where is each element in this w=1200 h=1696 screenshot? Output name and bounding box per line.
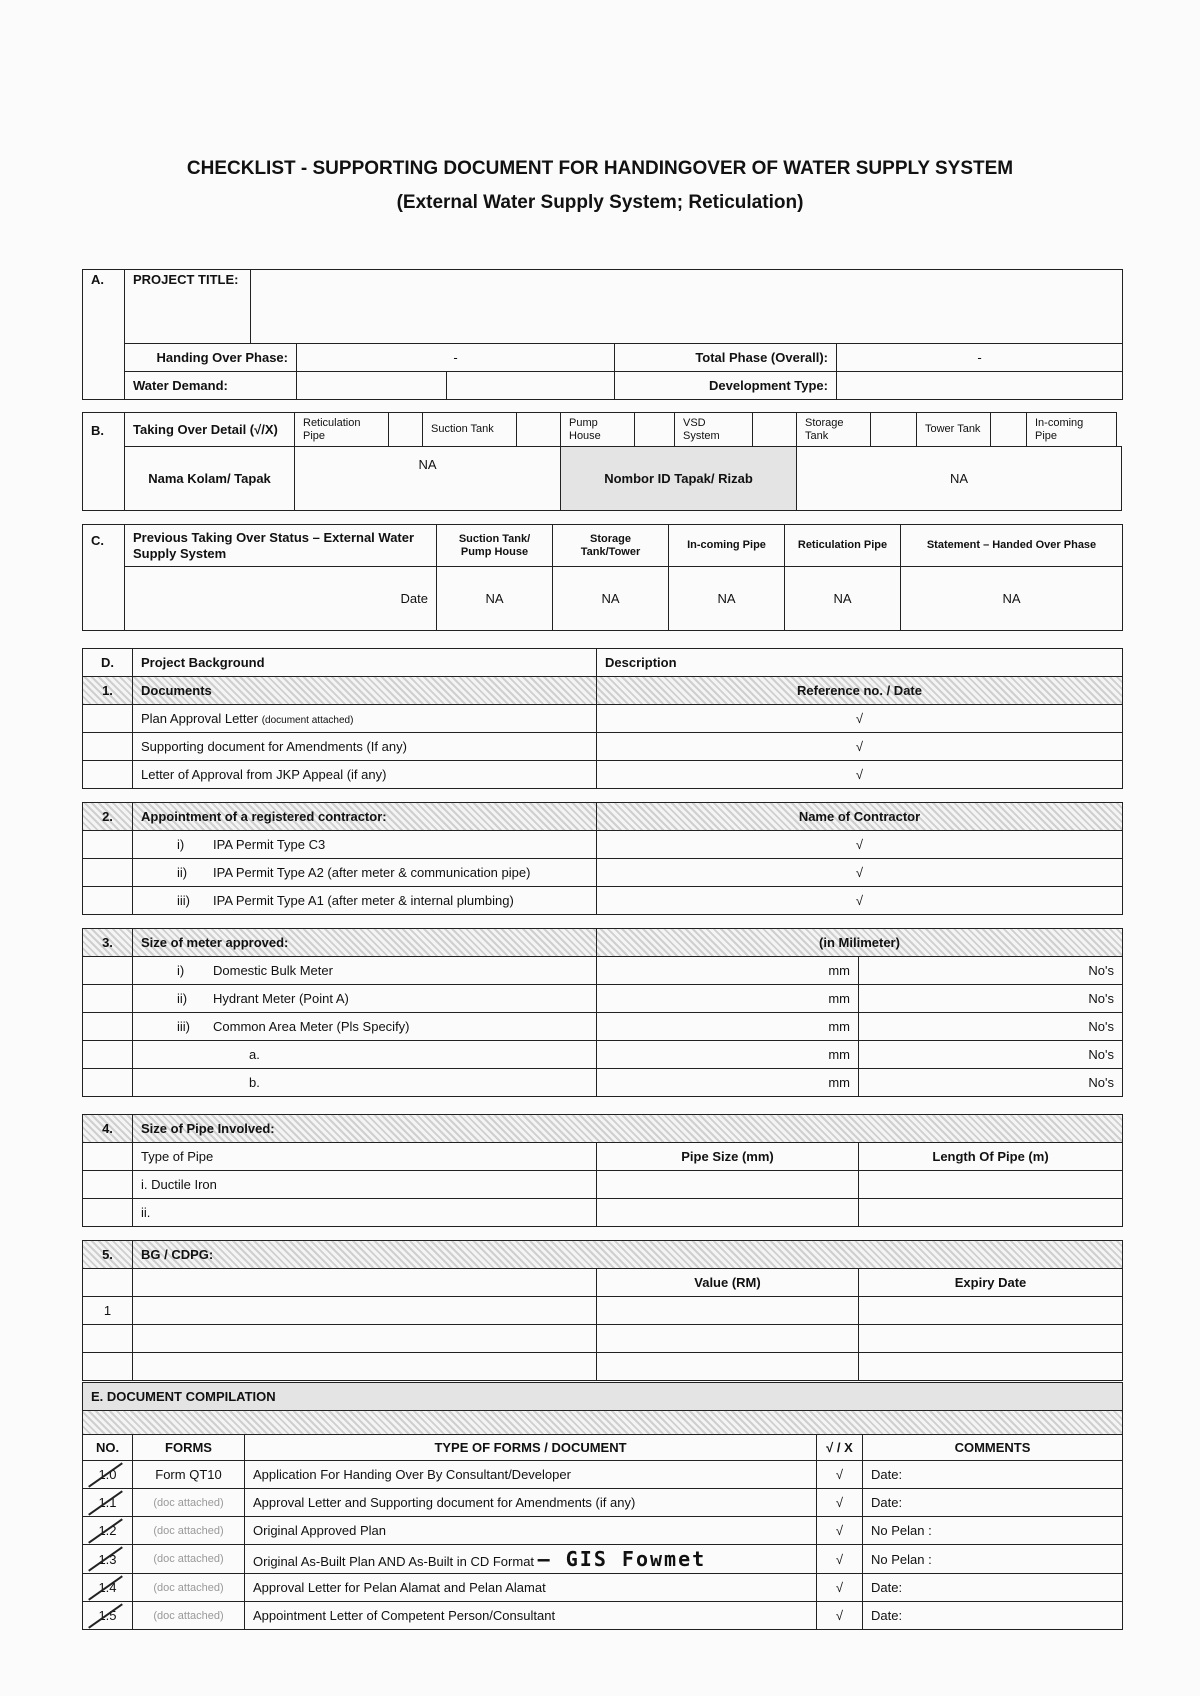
row-number: 1.0 xyxy=(83,1461,133,1489)
section-c-letter: C. xyxy=(83,525,125,631)
pipe-length-field[interactable] xyxy=(859,1171,1123,1199)
col-suction-pump: Suction Tank/ Pump House xyxy=(437,525,553,567)
roman-numeral: i) xyxy=(177,837,185,852)
bg-expiry-field[interactable] xyxy=(859,1297,1123,1325)
row-form: Form QT10 xyxy=(133,1461,245,1489)
doc-row-label: Supporting document for Amendments (If any) xyxy=(133,733,597,761)
water-demand-field-2[interactable] xyxy=(447,372,615,400)
project-background-label: Project Background xyxy=(133,649,597,677)
s3-right-label: (in Milimeter) xyxy=(597,929,1123,957)
bg-expiry-field[interactable] xyxy=(859,1325,1123,1353)
page-title: CHECKLIST - SUPPORTING DOCUMENT FOR HANDINGOVER OF WATER SUPPLY SYSTEM xyxy=(186,158,1014,179)
item-incoming-pipe: In-coming Pipe xyxy=(1027,413,1117,447)
row-document: Original Approved Plan xyxy=(245,1517,817,1545)
row-comment[interactable]: Date: xyxy=(863,1574,1123,1602)
nama-kolam-value[interactable]: NA xyxy=(295,447,561,511)
row-form: (doc attached) xyxy=(133,1602,245,1630)
value-incoming-pipe[interactable]: NA xyxy=(669,567,785,631)
col-check: √ / X xyxy=(817,1435,863,1461)
meter-row xyxy=(133,1013,597,1041)
pipe-row-label: ii. xyxy=(133,1199,597,1227)
doc-row-value[interactable]: √ xyxy=(597,705,1123,733)
s5-number: 5. xyxy=(83,1241,133,1269)
date-label: Date xyxy=(125,567,437,631)
row-check[interactable]: √ xyxy=(817,1602,863,1630)
row-document-with-note xyxy=(245,1545,817,1574)
meter-row xyxy=(133,1041,597,1069)
check-pump-house[interactable] xyxy=(635,413,675,447)
handing-over-phase-field[interactable]: - xyxy=(297,344,615,372)
s2-number: 2. xyxy=(83,803,133,831)
pipe-size-field[interactable] xyxy=(597,1171,859,1199)
s3-label: Size of meter approved: xyxy=(133,929,597,957)
value-storage-tower[interactable]: NA xyxy=(553,567,669,631)
row-check[interactable]: √ xyxy=(817,1545,863,1574)
bg-value-field[interactable] xyxy=(597,1297,859,1325)
bg-row-field[interactable] xyxy=(133,1297,597,1325)
col-no: NO. xyxy=(83,1435,133,1461)
value-reticulation-pipe[interactable]: NA xyxy=(785,567,901,631)
row-document: Approval Letter for Pelan Alamat and Pelan Alamat xyxy=(245,1574,817,1602)
section-e-spacer xyxy=(83,1411,1123,1435)
section-d-documents xyxy=(82,648,1123,789)
doc-row-note: (document attached) xyxy=(261,715,354,726)
meter-row xyxy=(133,985,597,1013)
development-type-label: Development Type: xyxy=(615,372,837,400)
pipe-length-field[interactable] xyxy=(859,1199,1123,1227)
nombor-id-label: Nombor ID Tapak/ Rizab xyxy=(561,447,797,511)
check-storage-tank[interactable] xyxy=(871,413,917,447)
section-d-letter: D. xyxy=(83,649,133,677)
row-number: 1.3 xyxy=(83,1545,133,1574)
meter-nos-field[interactable]: No's xyxy=(859,1069,1123,1097)
section-a-letter: A. xyxy=(83,270,125,400)
water-demand-field[interactable] xyxy=(297,372,447,400)
check-reticulation-pipe[interactable] xyxy=(389,413,423,447)
bg-expiry-header: Expiry Date xyxy=(859,1269,1123,1297)
col-incoming-pipe: In-coming Pipe xyxy=(669,525,785,567)
s4-number: 4. xyxy=(83,1115,133,1143)
water-demand-label: Water Demand: xyxy=(125,372,297,400)
s1-number: 1. xyxy=(83,677,133,705)
description-label: Description xyxy=(597,649,1123,677)
pipe-row-label: i. Ductile Iron xyxy=(133,1171,597,1199)
row-check[interactable]: √ xyxy=(817,1489,863,1517)
row-document: Appointment Letter of Competent Person/Consultant xyxy=(245,1602,817,1630)
meter-nos-field[interactable]: No's xyxy=(859,1041,1123,1069)
meter-mm-field[interactable]: mm xyxy=(597,985,859,1013)
row-check[interactable]: √ xyxy=(817,1461,863,1489)
bg-row-field[interactable] xyxy=(133,1325,597,1353)
bg-value-field[interactable] xyxy=(597,1325,859,1353)
contractor-row xyxy=(133,859,597,887)
contractor-row-label: IPA Permit Type A2 (after meter & communication pipe) xyxy=(213,865,531,880)
bg-expiry-field[interactable] xyxy=(859,1353,1123,1381)
section-b xyxy=(82,412,1122,511)
doc-row-plan-approval xyxy=(133,705,597,733)
meter-mm-field[interactable]: mm xyxy=(597,957,859,985)
doc-row-label: Plan Approval Letter xyxy=(141,711,259,726)
meter-row-label: Domestic Bulk Meter xyxy=(213,963,333,978)
bg-row-number: 1 xyxy=(83,1297,133,1325)
handing-over-phase-label: Handing Over Phase: xyxy=(125,344,297,372)
row-check[interactable]: √ xyxy=(817,1574,863,1602)
doc-row-label: Letter of Approval from JKP Appeal (if any) xyxy=(133,761,597,789)
s2-label: Appointment of a registered contractor: xyxy=(133,803,597,831)
item-reticulation-pipe: Reticulation Pipe xyxy=(295,413,389,447)
row-comment[interactable]: No Pelan : xyxy=(863,1517,1123,1545)
total-phase-label: Total Phase (Overall): xyxy=(615,344,837,372)
row-comment[interactable]: Date: xyxy=(863,1461,1123,1489)
meter-mm-field[interactable]: mm xyxy=(597,1069,859,1097)
row-comment[interactable]: Date: xyxy=(863,1602,1123,1630)
bg-value-header: Value (RM) xyxy=(597,1269,859,1297)
bg-row-field[interactable] xyxy=(133,1353,597,1381)
doc-row-value[interactable]: √ xyxy=(597,761,1123,789)
contractor-row xyxy=(133,831,597,859)
col-forms: FORMS xyxy=(133,1435,245,1461)
meter-nos-field[interactable]: No's xyxy=(859,985,1123,1013)
item-vsd-system: VSD System xyxy=(675,413,753,447)
contractor-row xyxy=(133,887,597,915)
row-form: (doc attached) xyxy=(133,1545,245,1574)
meter-nos-field[interactable]: No's xyxy=(859,957,1123,985)
project-title-field[interactable] xyxy=(251,270,1123,344)
meter-mm-field[interactable]: mm xyxy=(597,1041,859,1069)
meter-row-label: Common Area Meter (Pls Specify) xyxy=(213,1019,410,1034)
item-storage-tank: Storage Tank xyxy=(797,413,871,447)
section-d-contractor xyxy=(82,802,1123,915)
doc-row-value[interactable]: √ xyxy=(597,733,1123,761)
section-d-meter xyxy=(82,928,1123,1097)
s2-right-label: Name of Contractor xyxy=(597,803,1123,831)
section-e-label: E. DOCUMENT COMPILATION xyxy=(83,1383,1123,1411)
section-b-letter: B. xyxy=(83,413,125,511)
row-document: Application For Handing Over By Consultant/Developer xyxy=(245,1461,817,1489)
section-c xyxy=(82,524,1123,631)
row-form: (doc attached) xyxy=(133,1517,245,1545)
section-d-bg xyxy=(82,1240,1123,1381)
item-tower-tank: Tower Tank xyxy=(917,413,991,447)
check-vsd-system[interactable] xyxy=(753,413,797,447)
meter-row-label: a. xyxy=(249,1047,260,1062)
s4-label: Size of Pipe Involved: xyxy=(133,1115,1123,1143)
col-type: TYPE OF FORMS / DOCUMENT xyxy=(245,1435,817,1461)
check-suction-tank[interactable] xyxy=(517,413,561,447)
meter-row xyxy=(133,1069,597,1097)
roman-numeral: ii) xyxy=(177,865,188,880)
nombor-id-value[interactable]: NA xyxy=(797,447,1122,511)
meter-row-label: Hydrant Meter (Point A) xyxy=(213,991,349,1006)
col-storage-tower: Storage Tank/Tower xyxy=(553,525,669,567)
s3-number: 3. xyxy=(83,929,133,957)
value-statement-phase[interactable]: NA xyxy=(901,567,1123,631)
roman-numeral: ii) xyxy=(177,991,188,1006)
s5-label: BG / CDPG: xyxy=(133,1241,1123,1269)
total-phase-field[interactable]: - xyxy=(837,344,1123,372)
meter-nos-field[interactable]: No's xyxy=(859,1013,1123,1041)
item-pump-house: Pump House xyxy=(561,413,635,447)
contractor-row-label: IPA Permit Type A1 (after meter & internal plumbing) xyxy=(213,893,514,908)
item-suction-tank: Suction Tank xyxy=(423,413,517,447)
row-check[interactable]: √ xyxy=(817,1517,863,1545)
contractor-row-value[interactable]: √ xyxy=(597,887,1123,915)
pipe-type-header: Type of Pipe xyxy=(133,1143,597,1171)
row-document: Original As-Built Plan AND As-Built in CD Format xyxy=(253,1554,535,1569)
section-e xyxy=(82,1382,1123,1630)
row-document: Approval Letter and Supporting document for Amendments (if any) xyxy=(245,1489,817,1517)
section-d-pipe xyxy=(82,1114,1123,1227)
row-form: (doc attached) xyxy=(133,1489,245,1517)
project-title-label: PROJECT TITLE: xyxy=(125,270,251,344)
bg-value-field[interactable] xyxy=(597,1353,859,1381)
development-type-field[interactable] xyxy=(837,372,1123,400)
roman-numeral: iii) xyxy=(177,893,190,908)
nama-kolam-label: Nama Kolam/ Tapak xyxy=(125,447,295,511)
row-number: 1.4 xyxy=(83,1574,133,1602)
row-comment[interactable]: Date: xyxy=(863,1489,1123,1517)
meter-mm-field[interactable]: mm xyxy=(597,1013,859,1041)
row-form: (doc attached) xyxy=(133,1574,245,1602)
value-suction-pump[interactable]: NA xyxy=(437,567,553,631)
row-number: 1.5 xyxy=(83,1602,133,1630)
row-number: 1.2 xyxy=(83,1517,133,1545)
s1-label: Documents xyxy=(133,677,597,705)
col-statement-phase: Statement – Handed Over Phase xyxy=(901,525,1123,567)
taking-over-label: Taking Over Detail (√/X) xyxy=(125,413,295,447)
prev-status-label: Previous Taking Over Status – External Water Supply System xyxy=(125,525,437,567)
check-tower-tank[interactable] xyxy=(991,413,1027,447)
pipe-size-field[interactable] xyxy=(597,1199,859,1227)
pipe-size-header: Pipe Size (mm) xyxy=(597,1143,859,1171)
row-number: 1.1 xyxy=(83,1489,133,1517)
meter-row xyxy=(133,957,597,985)
col-comments: COMMENTS xyxy=(863,1435,1123,1461)
page-subtitle: (External Water Supply System; Reticulation) xyxy=(396,192,804,213)
meter-row-label: b. xyxy=(249,1075,260,1090)
roman-numeral: iii) xyxy=(177,1019,190,1034)
section-a xyxy=(82,269,1123,400)
contractor-row-label: IPA Permit Type C3 xyxy=(213,837,326,852)
contractor-row-value[interactable]: √ xyxy=(597,859,1123,887)
roman-numeral: i) xyxy=(177,963,185,978)
pipe-length-header: Length Of Pipe (m) xyxy=(859,1143,1123,1171)
row-comment[interactable]: No Pelan : xyxy=(863,1545,1123,1574)
col-reticulation-pipe: Reticulation Pipe xyxy=(785,525,901,567)
contractor-row-value[interactable]: √ xyxy=(597,831,1123,859)
s1-right-label: Reference no. / Date xyxy=(597,677,1123,705)
handwritten-note: – GIS Fowmet xyxy=(537,1547,707,1571)
